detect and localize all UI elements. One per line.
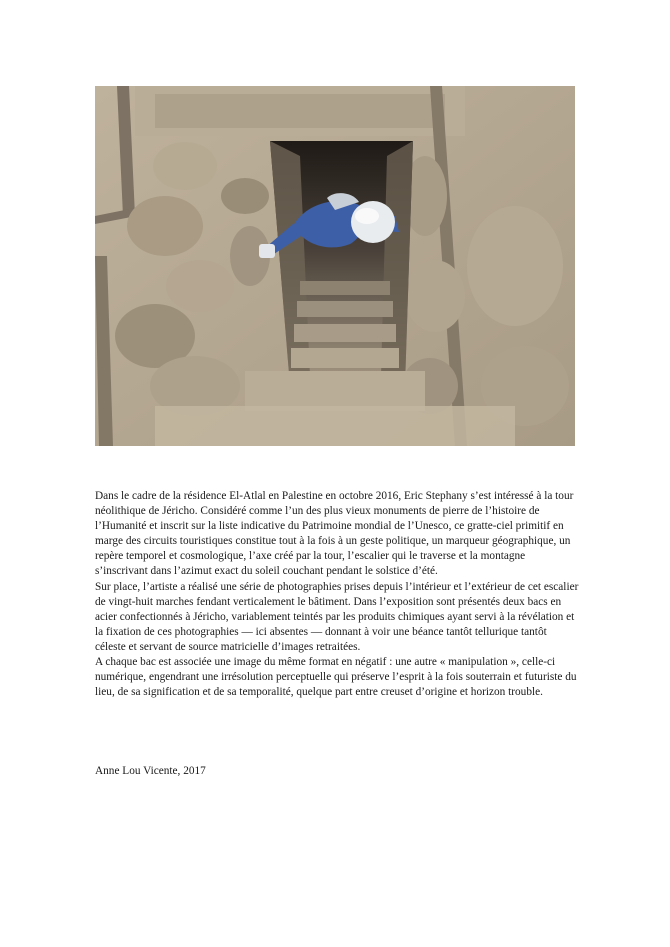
essay-text [95,489,580,700]
essay-paragraph-3: A chaque bac est associée une image du même format en négatif : une autre « manipulation », celle-ci numérique, engendrant une irrésolution perceptuelle qui préserve l’esprit à la fois souterrain et futuriste du lieu, de sa signification et de sa temporalité, quelque part entre creuset d’origine et horizon trouble. [95,656,577,699]
photo-illustration [95,86,575,446]
stone-staircase-photo [95,86,575,446]
author-signature: Anne Lou Vicente, 2017 [95,765,206,777]
essay-paragraph-2: Sur place, l’artiste a réalisé une série de photographies prises depuis l’intérieur et l’extérieur de cet escalier de vingt-huit marches fendant verticalement le bâtiment. Dans l’exposition sont présentés deux bacs en acier confectionnés à Jéricho, variablement teintés par les produits chimiques ayant servi à la révélation et la fixation de ces photographies — ici absentes — donnant à voir une béance tantôt tellurique tantôt céleste et servant de source matricielle d’images retraitées. [95,580,579,653]
essay-paragraph-1: Dans le cadre de la résidence El-Atlal en Palestine en octobre 2016, Eric Stephany s’est intéressé à la tour néolithique de Jéricho. Considéré comme l’un des plus vieux monuments de pierre de l’histoire de l’Humanité et inscrit sur la liste indicative du Patrimoine mondial de l’Unesco, ce gratte-ciel primitif en marge des circuits touristiques constitue tout à la fois à un geste politique, un marqueur géographique, un repère temporel et cosmologique, l’axe créé par la tour, l’escalier qui le traverse et la montagne s’inscrivant dans l’azimut exact du soleil couchant pendant le solstice d’été. [95,490,574,578]
